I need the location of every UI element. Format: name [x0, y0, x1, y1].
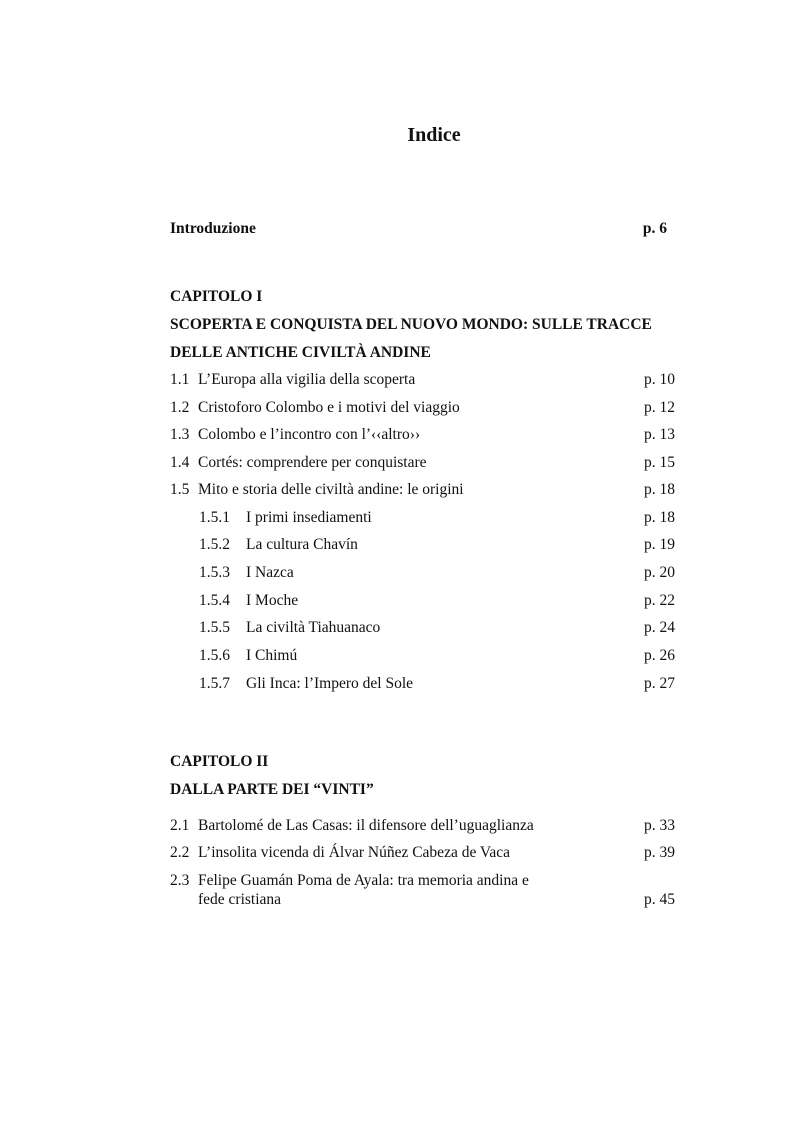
toc-entry-label-line1: Felipe Guamán Poma de Ayala: tra memoria andina e	[198, 872, 529, 889]
toc-entry-label: Introduzione	[170, 220, 256, 237]
toc-entry-page: p. 6	[642, 220, 667, 237]
toc-entry-number: 1.5.4	[199, 592, 230, 609]
toc-entry-number: 2.1	[170, 817, 190, 834]
toc-entry-page: p. 39	[644, 844, 675, 861]
toc-entry[interactable]	[170, 424, 675, 446]
toc-entry-label: L’Europa alla vigilia della scoperta	[198, 371, 416, 388]
toc-entry-number: 1.2	[170, 399, 190, 416]
toc-entry[interactable]	[170, 479, 675, 501]
toc-entry-number: 1.5	[170, 481, 190, 498]
toc-entry[interactable]	[170, 369, 675, 391]
toc-entry-label: I Moche	[246, 592, 299, 609]
toc-entry-number: 1.5.2	[199, 536, 230, 553]
toc-subentry[interactable]	[199, 645, 675, 667]
toc-entry[interactable]	[170, 397, 675, 419]
toc-entry-page: p. 22	[644, 592, 675, 609]
toc-entry-page: p. 26	[644, 647, 675, 664]
toc-entry[interactable]	[170, 815, 675, 837]
toc-entry-page: p. 33	[644, 817, 675, 834]
toc-entry-label: Bartolomé de Las Casas: il difensore dell’uguaglianza	[198, 817, 534, 834]
toc-entry[interactable]	[170, 871, 675, 909]
toc-entry-label: I Nazca	[246, 564, 294, 581]
toc-subentry[interactable]	[199, 617, 675, 639]
toc-entry[interactable]	[170, 452, 675, 474]
toc-entry-label: La cultura Chavín	[246, 536, 358, 553]
toc-entry-label-line2: fede cristiana	[198, 891, 282, 908]
toc-entry-page: p. 10	[644, 371, 675, 388]
toc-entry-number: 1.3	[170, 426, 190, 443]
toc-entry-label: Cristoforo Colombo e i motivi del viaggio	[198, 399, 460, 416]
toc-entry-page: p. 18	[644, 509, 675, 526]
toc-entry-number: 1.1	[170, 371, 190, 388]
toc-entry-label: L’insolita vicenda di Álvar Núñez Cabeza de Vaca	[198, 844, 511, 861]
toc-entry-label: Mito e storia delle civiltà andine: le origini	[198, 481, 464, 498]
toc-entry-page: p. 12	[644, 399, 675, 416]
toc-subentry[interactable]	[199, 507, 675, 529]
toc-subentry[interactable]	[199, 534, 675, 556]
toc-entry-label: I primi insediamenti	[246, 509, 372, 526]
toc-entry-number: 1.5.3	[199, 564, 230, 581]
toc-entry-page: p. 45	[644, 891, 675, 908]
toc-entry-number: 1.4	[170, 454, 190, 471]
chapter-2-heading: CAPITOLO II	[170, 753, 269, 770]
toc-entry-label: I Chimú	[246, 647, 298, 664]
toc-entry-number: 1.5.7	[199, 675, 230, 692]
toc-entry-page: p. 18	[644, 481, 675, 498]
toc-entry-number: 1.5.1	[199, 509, 230, 526]
toc-entry-number: 2.2	[170, 844, 190, 861]
toc-entry-page: p. 20	[644, 564, 675, 581]
toc-entry[interactable]	[170, 842, 675, 864]
toc-entry-page: p. 24	[644, 619, 675, 636]
chapter-1-subtitle-line2: DELLE ANTICHE CIVILTÀ ANDINE	[170, 344, 431, 361]
chapter-1-heading: CAPITOLO I	[170, 288, 263, 305]
toc-entry-page: p. 19	[644, 536, 675, 553]
toc-subentry[interactable]	[199, 590, 675, 612]
chapter-1-subtitle-line1: SCOPERTA E CONQUISTA DEL NUOVO MONDO: SULLE TRACCE	[170, 316, 652, 333]
toc-entry-label: La civiltà Tiahuanaco	[246, 619, 381, 636]
chapter-2-subtitle: DALLA PARTE DEI “VINTI”	[170, 781, 374, 798]
toc-entry-page: p. 13	[644, 426, 675, 443]
toc-entry-number: 2.3	[170, 872, 190, 889]
toc-entry-page: p. 15	[644, 454, 675, 471]
toc-entry-introduzione[interactable]	[170, 218, 675, 240]
toc-entry-number: 1.5.6	[199, 647, 230, 664]
toc-entry-page: p. 27	[644, 675, 675, 692]
toc-entry-number: 1.5.5	[199, 619, 230, 636]
toc-entry-label: Colombo e l’incontro con l’‹‹altro››	[198, 426, 421, 443]
toc-entry-label: Gli Inca: l’Impero del Sole	[246, 675, 414, 692]
toc-subentry[interactable]	[199, 673, 675, 695]
page-title: Indice	[407, 124, 461, 146]
toc-entry-label: Cortés: comprendere per conquistare	[198, 454, 427, 471]
toc-subentry[interactable]	[199, 562, 675, 584]
